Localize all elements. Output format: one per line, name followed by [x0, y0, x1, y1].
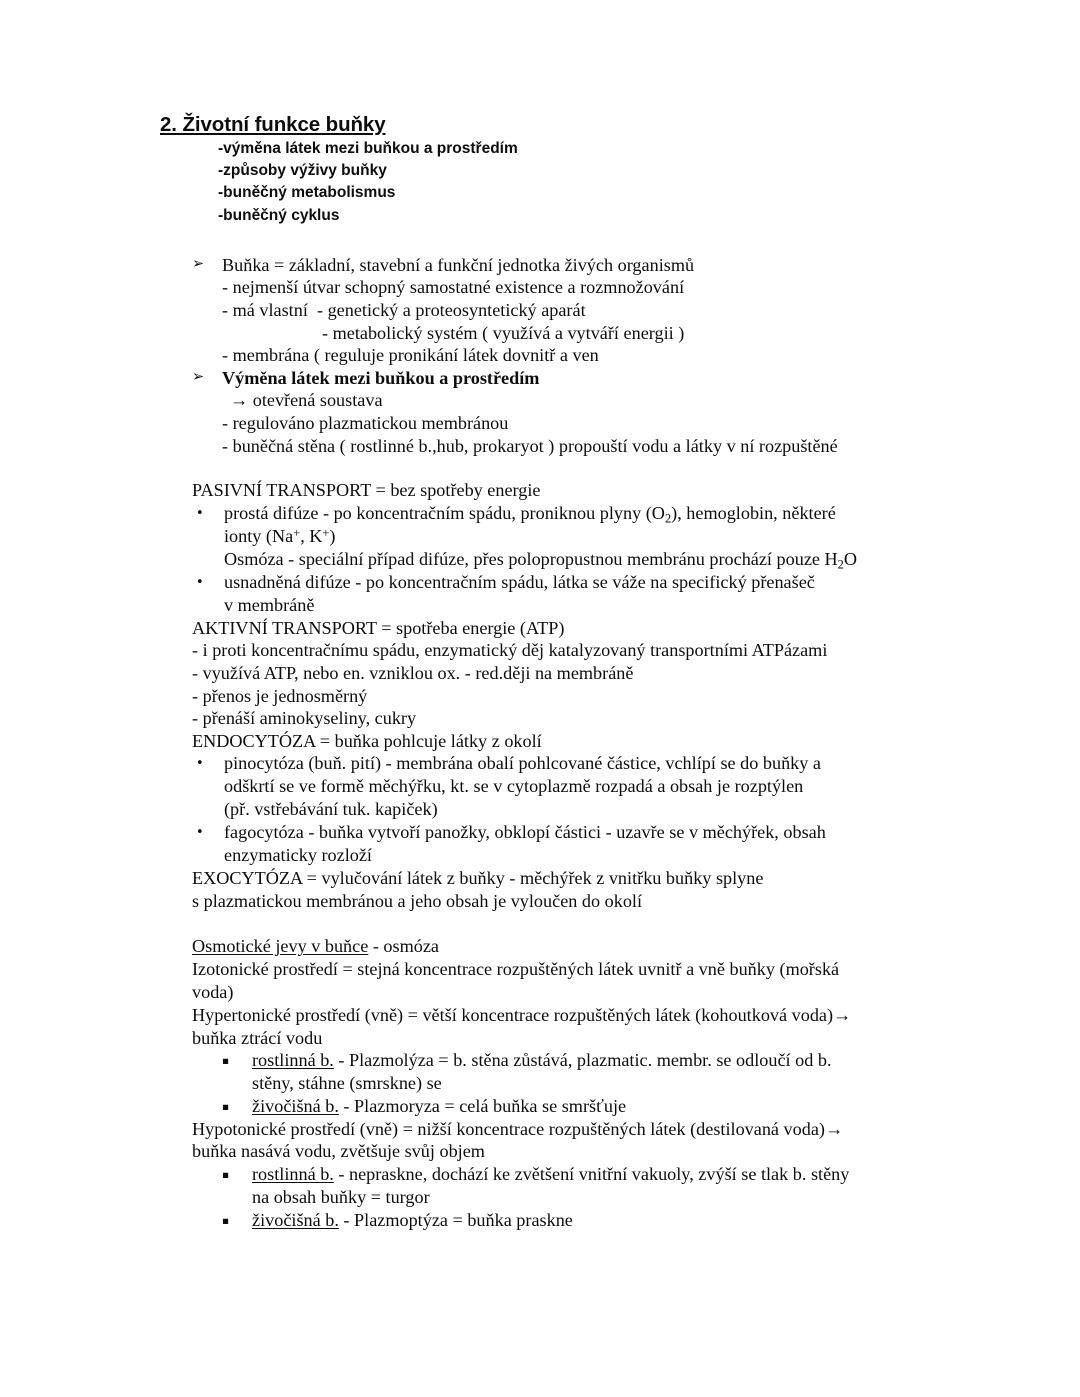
detail-line: - membrána ( reguluje pronikání látek dovnitř a ven: [222, 345, 599, 366]
subscript-two: 2: [664, 511, 672, 526]
section-heading-active-transport: AKTIVNÍ TRANSPORT = spotřeba energie (ATP): [192, 617, 565, 638]
subscript-two: 2: [837, 557, 844, 572]
title-subitem: -buněčný cyklus: [218, 206, 340, 224]
ions-line: [224, 525, 932, 548]
title-subitem: -buněčný metabolismus: [218, 184, 396, 202]
ions-text-b: , K: [300, 525, 323, 546]
dot-list-item: [192, 821, 932, 867]
dot-bullet-icon: •: [196, 825, 204, 841]
osmosis-text-a: Osmóza - speciální případ difúze, přes polopropustnou membránu prochází pouze H: [224, 548, 838, 569]
detail-line: - využívá ATP, nebo en. vzniklou ox. - red.ději na membráně: [192, 662, 634, 683]
detail-line: - buněčná stěna ( rostlinné b.,hub, prokaryot ) propouští vodu a látky v ní rozpuštěné: [222, 435, 838, 456]
hypertonic-line1: Hypertonické prostředí (vně) = větší koncentrace rozpuštěných látek (kohoutková voda)→: [192, 1004, 852, 1025]
detail-line: - i proti koncentračnímu spádu, enzymatický děj katalyzovaný transportními ATPázami: [192, 640, 828, 661]
arrow-item-label: Výměna látek mezi buňkou a prostředím: [222, 367, 540, 388]
plant-cell-lead: rostlinná b.: [252, 1050, 334, 1071]
dot-list-item: [192, 752, 932, 821]
square-bullet-icon: ▪: [222, 1214, 230, 1227]
isotonic-line2: voda): [192, 981, 234, 1002]
arrow-bullet-icon: ➢: [192, 256, 205, 273]
title-subitem: -výměna látek mezi buňkou a prostředím: [218, 140, 518, 157]
hypotonic-line1: Hypotonické prostředí (vně) = nižší koncentrace rozpuštěných látek (destilovaná voda)→: [192, 1118, 844, 1139]
phagocytosis-line2: enzymaticky rozloží: [224, 845, 372, 866]
plant-cell-text: - Plazmolýza = b. stěna zůstává, plazmatic. membr. se odloučí od b.: [333, 1050, 832, 1071]
detail-line: - přenáší aminokyseliny, cukry: [192, 708, 417, 729]
plant-cell-text-cont: stěny, stáhne (smrskne) se: [252, 1073, 442, 1094]
detail-line: - nejmenší útvar schopný samostatné existence a rozmnožování: [222, 277, 685, 298]
square-bullet-icon: ▪: [222, 1169, 230, 1182]
hypotonic-line2: buňka nasává vodu, zvětšuje svůj objem: [192, 1141, 485, 1162]
superscript-plus: +: [322, 525, 330, 540]
hypertonic-line2: buňka ztrácí vodu: [192, 1027, 323, 1048]
dot-list-item: [192, 502, 932, 571]
pinocytosis-line3: (př. vstřebávání tuk. kapiček): [224, 799, 438, 820]
section-heading-endocytosis: ENDOCYTÓZA = buňka pohlcuje látky z okolí: [192, 730, 542, 751]
exocytosis-paragraph: [192, 867, 932, 913]
diffusion-text-part1: prostá difúze - po koncentračním spádu, proniknou plyny (O: [224, 502, 665, 523]
arrow-list-item: [192, 367, 932, 390]
diffusion-text-part2: ), hemoglobin, některé: [671, 502, 836, 523]
arrow-item-label: Buňka = základní, stavební a funkční jednotka živých organismů: [222, 254, 695, 275]
detail-line: - regulováno plazmatickou membránou: [222, 412, 509, 433]
phagocytosis-line1: fagocytóza - buňka vytvoří panožky, obklopí částici - uzavře se v měchýřek, obsah: [224, 822, 826, 843]
animal-cell-lead: živočišná b.: [252, 1209, 339, 1230]
plant-cell-text: - nepraskne, dochází ke zvětšení vnitřní vakuoly, zvýší se tlak b. stěny: [333, 1164, 850, 1185]
title-subitem: -způsoby výživy buňky: [218, 162, 387, 180]
spacer: [192, 227, 932, 254]
square-list-item: [222, 1095, 932, 1118]
osmosis-text-b: O: [843, 548, 857, 569]
osmosis-line: [224, 548, 932, 571]
plant-cell-lead: rostlinná b.: [252, 1164, 334, 1185]
section-heading-passive-transport: PASIVNÍ TRANSPORT = bez spotřeby energie: [192, 480, 541, 501]
document-body: [160, 112, 932, 1232]
isotonic-line1: Izotonické prostředí = stejná koncentrace rozpuštěných látek uvnitř a vně buňky (mořská: [192, 959, 840, 980]
square-list-item: [222, 1163, 932, 1209]
plant-cell-text-cont: na obsah buňky = turgor: [252, 1187, 430, 1208]
superscript-plus: +: [293, 525, 301, 540]
ions-text-c: ): [329, 525, 336, 546]
osmotic-section-heading: [192, 935, 932, 958]
arrow-bullet-icon: ➢: [192, 369, 205, 386]
animal-cell-lead: živočišná b.: [252, 1095, 339, 1116]
square-list-item: [222, 1049, 932, 1095]
square-bullet-icon: ▪: [222, 1100, 230, 1113]
dot-list-item: [192, 571, 932, 617]
animal-cell-text: - Plazmoptýza = buňka praskne: [338, 1209, 573, 1230]
square-list-item: [222, 1209, 932, 1232]
dot-bullet-icon: •: [196, 574, 204, 590]
arrow-list-item: [192, 254, 932, 277]
osmotic-heading-underlined: Osmotické jevy v buňce: [192, 936, 369, 957]
detail-line: - metabolický systém ( využívá a vytváří energii ): [322, 322, 685, 343]
exocytosis-line1: EXOCYTÓZA = vylučování látek z buňky - měchýřek z vnitřku buňky splyne: [192, 868, 764, 889]
page-title: 2. Životní funkce buňky: [160, 113, 386, 136]
facilitated-diffusion-line1: usnadněná difúze - po koncentračním spádu, látka se váže na specifický přenašeč: [224, 571, 815, 592]
detail-line: - přenos je jednosměrný: [192, 685, 368, 706]
dot-bullet-icon: •: [196, 756, 204, 772]
animal-cell-text: - Plazmoryza = celá buňka se smršťuje: [338, 1095, 627, 1116]
detail-line: - má vlastní - genetický a proteosyntetický aparát: [222, 300, 586, 320]
pinocytosis-line1: pinocytóza (buň. pití) - membrána obalí pohlcované částice, vchlípí se do buňky a: [224, 753, 821, 774]
exocytosis-line2: s plazmatickou membránou a jeho obsah je vyloučen do okolí: [192, 891, 643, 912]
spacer: [192, 913, 932, 935]
osmotic-heading-rest: - osmóza: [368, 936, 439, 957]
spacer: [192, 457, 932, 479]
facilitated-diffusion-line2: v membráně: [224, 594, 315, 615]
square-bullet-icon: ▪: [222, 1055, 230, 1068]
dot-bullet-icon: •: [196, 505, 204, 521]
ions-text-a: ionty (Na: [224, 525, 294, 546]
pinocytosis-line2: odškrtí se ve formě měchýřku, kt. se v cytoplazmě rozpadá a obsah je rozptýlen: [224, 776, 804, 797]
detail-line: → otevřená soustava: [230, 390, 383, 411]
